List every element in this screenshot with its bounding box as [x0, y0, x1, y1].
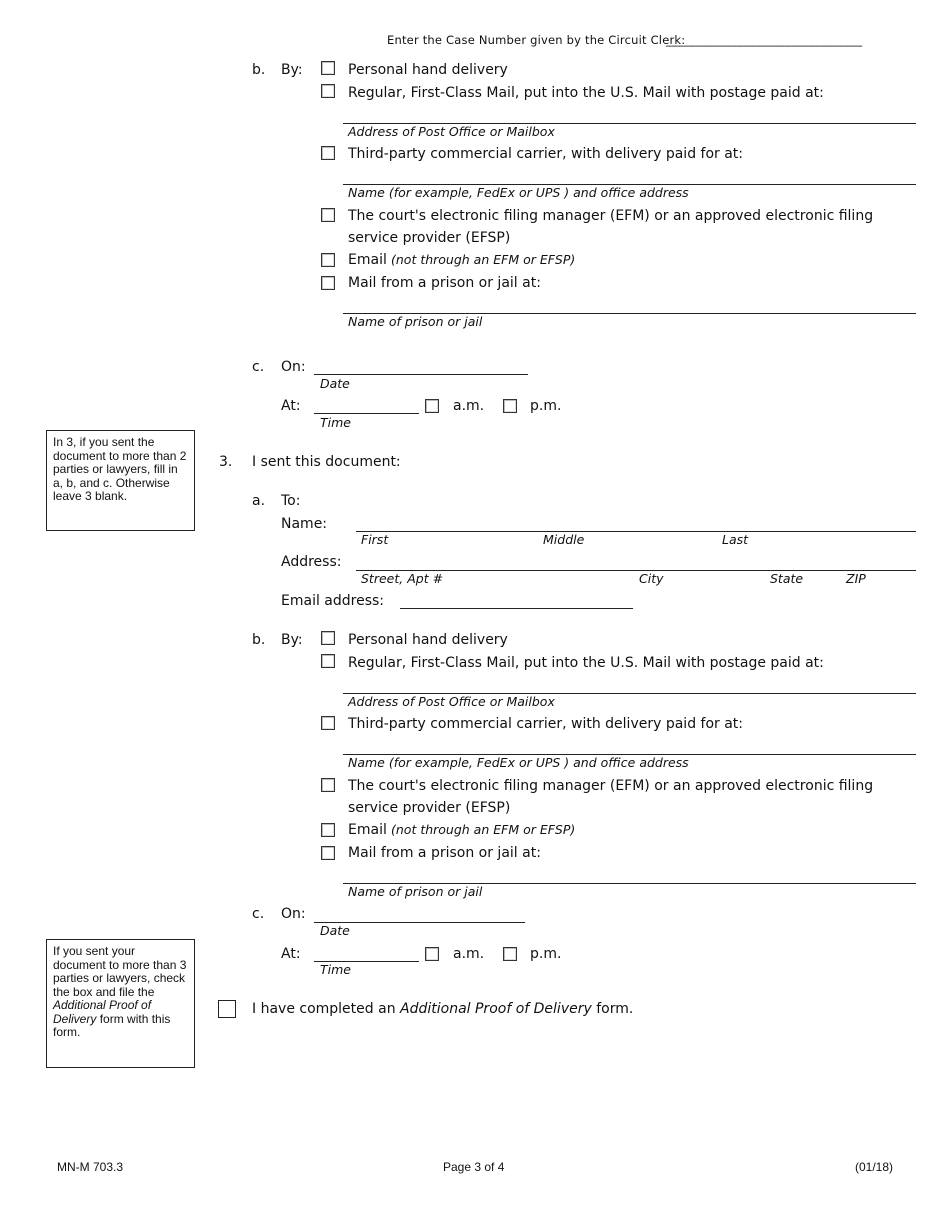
first-name-caption: First	[361, 532, 389, 547]
email-label: Email	[348, 252, 387, 268]
first-class-mail-label-2: Regular, First-Class Mail, put into the U.S. Mail with postage paid at:	[348, 655, 824, 671]
post-office-caption: Address of Post Office or Mailbox	[348, 124, 555, 139]
prison-caption-2: Name of prison or jail	[348, 884, 483, 899]
date-line[interactable]	[314, 374, 528, 375]
prison-mail-checkbox[interactable]	[321, 276, 335, 290]
first-class-mail-checkbox-2[interactable]	[321, 654, 335, 668]
instruction-note-additional	[46, 939, 195, 1068]
date-caption: Date	[320, 376, 350, 391]
on-label: On:	[281, 359, 306, 375]
additional-proof-text: I have completed an	[252, 1001, 396, 1017]
section3-title: I sent this document:	[252, 454, 401, 470]
at-label: At:	[281, 398, 301, 414]
prison-mail-label-2: Mail from a prison or jail at:	[348, 845, 541, 861]
email-checkbox-2[interactable]	[321, 823, 335, 837]
case-number-label: Enter the Case Number given by the Circuit Clerk:	[387, 33, 686, 47]
am-label-2: a.m.	[453, 946, 485, 962]
section3-number: 3.	[219, 454, 233, 470]
email-note-2: (not through an EFM or EFSP)	[391, 822, 576, 837]
personal-delivery-label: Personal hand delivery	[348, 62, 508, 78]
email-address-label: Email address:	[281, 593, 385, 609]
instruction-note-section3	[46, 430, 195, 531]
item-b-label: b.	[252, 62, 266, 78]
personal-delivery-label-2: Personal hand delivery	[348, 632, 508, 648]
item-c-label: c.	[252, 359, 265, 375]
personal-delivery-checkbox[interactable]	[321, 61, 335, 75]
note2-text-end: form with this form.	[53, 1011, 171, 1039]
efm-checkbox-2[interactable]	[321, 778, 335, 792]
prison-caption: Name of prison or jail	[348, 314, 483, 329]
commercial-carrier-checkbox[interactable]	[321, 146, 335, 160]
time-caption-2: Time	[320, 962, 351, 977]
efm-label-line1-2: The court's electronic filing manager (EFM) or an approved electronic filing	[348, 778, 874, 794]
prison-mail-checkbox-2[interactable]	[321, 846, 335, 860]
street-caption: Street, Apt #	[361, 571, 444, 586]
name-line[interactable]	[356, 531, 916, 532]
pm-checkbox-2[interactable]	[503, 947, 517, 961]
time-line[interactable]	[314, 413, 419, 414]
note1-text: In 3, if you sent the document to more than 2 parties or lawyers, fill in a, b, and c. Otherwise leave 3 blank.	[53, 435, 187, 503]
at-label-2: At:	[281, 946, 301, 962]
item-a-label: a.	[252, 493, 266, 509]
by-label: By:	[281, 62, 303, 78]
carrier-caption: Name (for example, FedEx or UPS ) and office address	[348, 185, 689, 200]
zip-caption: ZIP	[846, 571, 866, 586]
post-office-caption-2: Address of Post Office or Mailbox	[348, 694, 555, 709]
carrier-caption-2: Name (for example, FedEx or UPS ) and office address	[348, 755, 689, 770]
first-class-mail-label: Regular, First-Class Mail, put into the U.S. Mail with postage paid at:	[348, 85, 824, 101]
commercial-carrier-label: Third-party commercial carrier, with delivery paid for at:	[348, 146, 744, 162]
date-caption-2: Date	[320, 923, 350, 938]
additional-proof-checkbox[interactable]	[218, 1000, 236, 1018]
efm-checkbox[interactable]	[321, 208, 335, 222]
on-label-2: On:	[281, 906, 306, 922]
am-label: a.m.	[453, 398, 485, 414]
middle-name-caption: Middle	[543, 532, 585, 547]
email-label-2: Email	[348, 822, 387, 838]
note2-text: If you sent your document to more than 3 parties or lawyers, check the box and file the	[53, 944, 187, 999]
by-label-2: By:	[281, 632, 303, 648]
item-c-label-2: c.	[252, 906, 265, 922]
name-label: Name:	[281, 516, 328, 532]
form-id: MN-M 703.3	[57, 1160, 124, 1174]
personal-delivery-checkbox-2[interactable]	[321, 631, 335, 645]
note2-form-name: Additional Proof of Delivery	[53, 998, 152, 1026]
case-number-field[interactable]: _________________________________	[666, 33, 863, 47]
email-checkbox[interactable]	[321, 253, 335, 267]
page-number: Page 3 of 4	[443, 1160, 505, 1174]
pm-label-2: p.m.	[530, 946, 562, 962]
form-revision: (01/18)	[855, 1160, 894, 1174]
state-caption: State	[770, 571, 804, 586]
to-label: To:	[281, 493, 301, 509]
efm-label-line2: service provider (EFSP)	[348, 230, 511, 246]
pm-label: p.m.	[530, 398, 562, 414]
first-class-mail-checkbox[interactable]	[321, 84, 335, 98]
efm-label-line2-2: service provider (EFSP)	[348, 800, 511, 816]
prison-mail-label: Mail from a prison or jail at:	[348, 275, 541, 291]
commercial-carrier-label-2: Third-party commercial carrier, with delivery paid for at:	[348, 716, 744, 732]
additional-proof-text-end: form.	[596, 1001, 634, 1017]
city-caption: City	[639, 571, 664, 586]
additional-proof-form-name: Additional Proof of Delivery	[400, 1001, 592, 1017]
additional-proof-statement	[252, 1000, 633, 1018]
time-caption: Time	[320, 415, 351, 430]
item-b-label-2: b.	[252, 632, 266, 648]
email-address-line[interactable]	[400, 608, 633, 609]
efm-label-line1: The court's electronic filing manager (EFM) or an approved electronic filing	[348, 208, 874, 224]
am-checkbox[interactable]	[425, 399, 439, 413]
address-label: Address:	[281, 554, 342, 570]
last-name-caption: Last	[722, 532, 749, 547]
pm-checkbox[interactable]	[503, 399, 517, 413]
commercial-carrier-checkbox-2[interactable]	[321, 716, 335, 730]
email-note: (not through an EFM or EFSP)	[391, 252, 576, 267]
am-checkbox-2[interactable]	[425, 947, 439, 961]
